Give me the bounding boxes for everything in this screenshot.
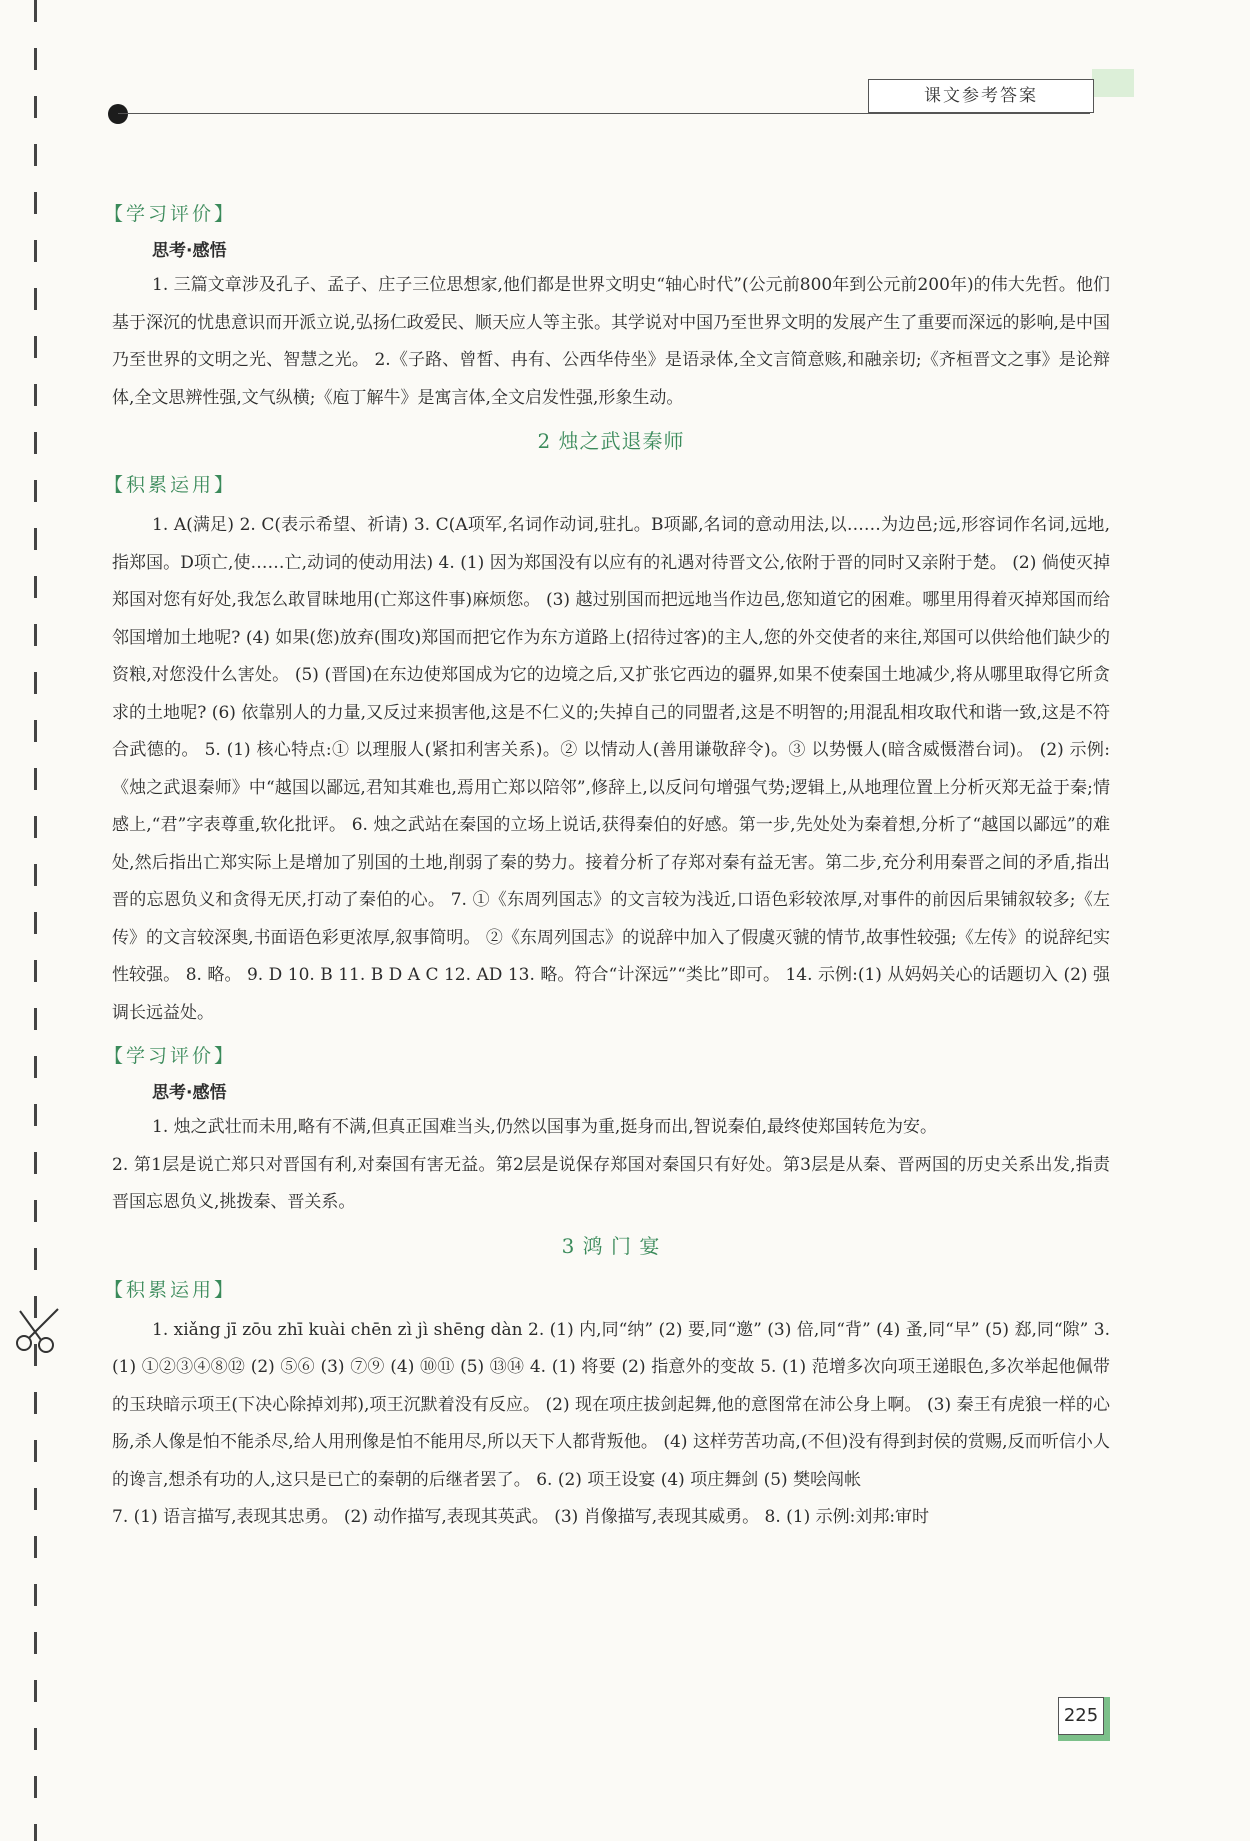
section-tag-accumulation: 【积累运用】: [104, 474, 237, 496]
paragraph: 7. (1) 语言描写,表现其忠勇。 (2) 动作描写,表现其英武。 (3) 肖像描写,表现其威勇。 8. (1) 示例:刘邦:审时: [112, 1507, 930, 1527]
chapter-title: 3 鸿 门 宴: [561, 1233, 661, 1258]
chapter-title: 2 烛之武退秦师: [537, 429, 685, 453]
subheading-reflection: 思考·感悟: [152, 241, 227, 261]
section-tag-evaluation: 【学习评价】: [104, 203, 237, 225]
section-tag-accumulation: 【积累运用】: [104, 1278, 237, 1301]
paragraph: 1. A(满足) 2. C(表示希望、祈请) 3. C(A项军,名词作动词,驻扎。B项鄙,名词的意动用法,以……为边邑;远,形容词作名词,远地,指郑国。D项亡,使……亡,动词的使动用法) 4. (1) 因为郑国没有以应有的礼遇对待晋文公,依附于晋的同时又亲附于楚。 (2) 倘使灭掉郑国对您有好处,我怎么敢冒昧地用(亡郑这件事)麻烦您。 (3) 越过别国而把远地当作边邑,您知道它的困难。哪里用得着灭掉郑国而给邻国增加土地呢? (4) 如果(您)放弃(围攻)郑国而把它作为东方道路上(招待过客)的主人,您的外交使者的来往,郑国可以供给他们缺少的资粮,对您没什么害处。 (5) (晋国)在东边使郑国成为它的边境之后,又扩张它西边的疆界,如果不使秦国土地减少,将从哪里取得它所贪求的土地呢? (6) 依靠别人的力量,又反过来损害他,这是不仁义的;失掉自己的同盟者,这是不明智的;用混乱相攻取代和谐一致,这是不符合武德的。 5. (1) 核心特点:① 以理服人(紧扣利害关系)。② 以情动人(善用谦敬辞令)。③ 以势慑人(暗含威慑潜台词)。 (2) 示例:《烛之武退秦师》中“越国以鄙远,君知其难也,焉用亡郑以陪邻”,修辞上,以反问句增强气势;逻辑上,从地理位置上分析灭郑无益于秦;情感上,“君”字表尊重,软化批评。 6. 烛之武站在秦国的立场上说话,获得秦伯的好感。第一步,先处处为秦着想,分析了“越国以鄙远”的难处,然后指出亡郑实际上是增加了别国的土地,削弱了秦的势力。接着分析了存郑对秦有益无害。第二步,充分利用秦晋之间的矛盾,指出晋的忘恩负义和贪得无厌,打动了秦伯的心。 7. ①《东周列国志》的文言较为浅近,口语色彩较浓厚,对事件的前因后果铺叙较多;《左传》的文言较深奥,书面语色彩更浓厚,叙事简明。 ②《东周列国志》的说辞中加入了假虞灭虢的情节,故事性较强;《左传》的说辞纪实性较强。 8. 略。 9. D 10. B 11. B D A C 12. AD 13. 略。符合“计深远”“类比”即可。 14. 示例:(1) 从妈妈关心的话题切入 (2) 强调长远益处。: [112, 515, 1111, 1023]
paragraph: 1. 三篇文章涉及孔子、孟子、庄子三位思想家,他们都是世界文明史“轴心时代”(公元前800年到公元前200年)的伟大先哲。他们基于深沉的忧患意识而开派立说,弘扬仁政爱民、顺天应人等主张。其学说对中国乃至世界文明的发展产生了重要而深远的影响,是中国乃至世界的文明之光、智慧之光。 2.《子路、曾皙、冉有、公西华侍坐》是语录体,全文言简意赅,和融亲切;《齐桓晋文之事》是论辩体,全文思辨性强,文气纵横;《庖丁解牛》是寓言体,全文启发性强,形象生动。: [112, 275, 1110, 408]
cut-line: [32, 0, 38, 1841]
paragraph: 1. 烛之武壮而未用,略有不满,但真正国难当头,仍然以国事为重,挺身而出,智说秦伯,最终使郑国转危为安。: [152, 1117, 938, 1137]
subheading-reflection: 思考·感悟: [152, 1083, 227, 1103]
header-accent: [1092, 69, 1134, 97]
paragraph: 1. xiǎng jī zōu zhī kuài chēn zì jì shēng dàn 2. (1) 内,同“纳” (2) 要,同“邀” (3) 倍,同“背” (4) 蚤,同“早” (5) 郄,同“隙” 3. (1) ①②③④⑧⑫ (2) ⑤⑥ (3) ⑦⑨ (4) ⑩⑪ (5) ⑬⑭ 4. (1) 将要 (2) 指意外的变故 5. (1) 范增多次向项王递眼色,多次举起他佩带的玉玦暗示项王(下决心除掉刘邦),项王沉默着没有反应。 (2) 现在项庄拔剑起舞,他的意图常在沛公身上啊。 (3) 秦王有虎狼一样的心肠,杀人像是怕不能杀尽,给人用刑像是怕不能用尽,所以天下人都背叛他。 (4) 这样劳苦功高,(不但)没有得到封侯的赏赐,反而听信小人的谗言,想杀有功的人,这只是已亡的秦朝的后继者罢了。 6. (2) 项王设宴 (4) 项庄舞剑 (5) 樊哙闯帐: [112, 1319, 1110, 1490]
header-title: 课文参考答案: [868, 79, 1094, 113]
paragraph: 2. 第1层是说亡郑只对晋国有利,对秦国有害无益。第2层是说保存郑国对秦国只有好处。第3层是从秦、晋两国的历史关系出发,指责晋国忘恩负义,挑拨秦、晋关系。: [112, 1154, 1110, 1212]
header-dot: [108, 104, 128, 124]
page-number: 225: [1058, 1697, 1104, 1735]
scissors-icon: [12, 1305, 66, 1357]
section-tag-evaluation: 【学习评价】: [104, 1045, 237, 1067]
header-rule: [118, 113, 1090, 114]
page-content: [104, 190, 1111, 1537]
